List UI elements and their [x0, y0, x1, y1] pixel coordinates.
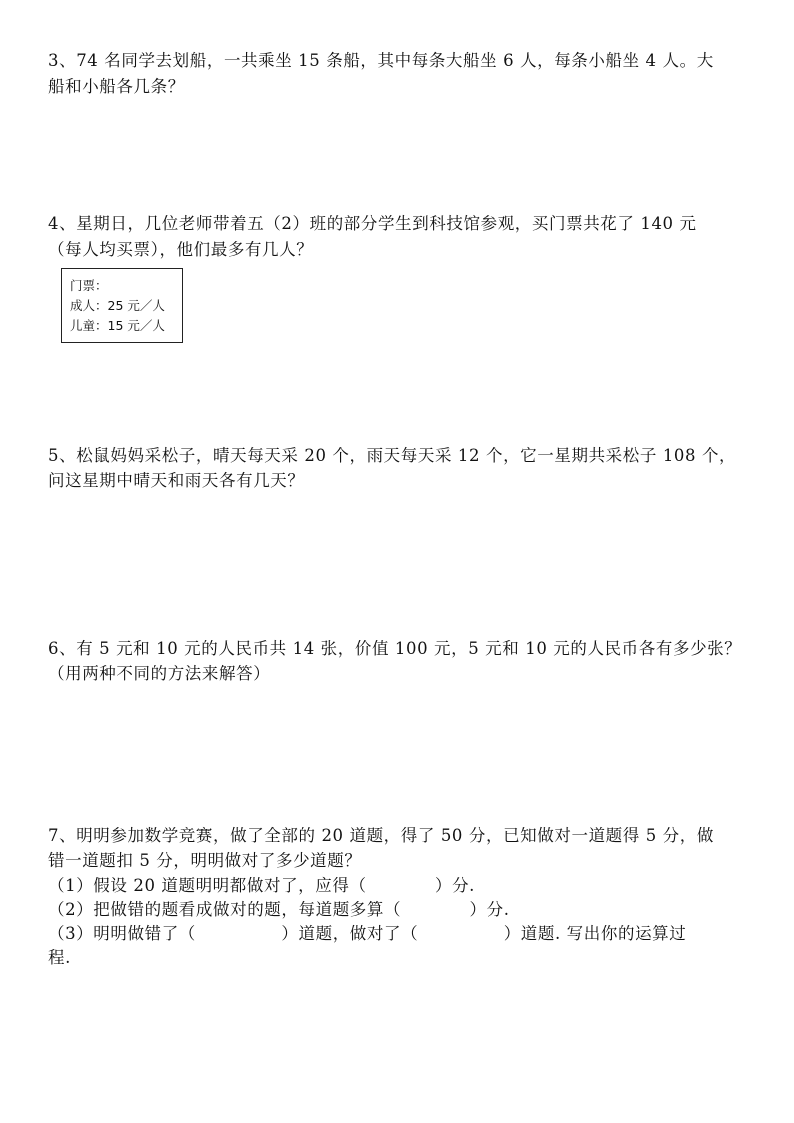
- question-7-line-2: 错一道题扣 5 分，明明做对了多少道题？: [48, 851, 362, 870]
- question-7-line-1: 7、明明参加数学竞赛，做了全部的 20 道题，得了 50 分，已知做对一道题得 5 分，做: [48, 826, 714, 845]
- question-7-sub-1: （1）假设 20 道题明明都做对了，应得（ ）分.: [48, 876, 476, 895]
- ticket-title: 门票：: [70, 278, 108, 293]
- question-6-line-1: 6、有 5 元和 10 元的人民币共 14 张，价值 100 元，5 元和 10 元的人民币各有多少张？: [48, 639, 742, 658]
- ticket-price-box: [61, 268, 183, 343]
- question-3-line-2: 船和小船各几条？: [48, 77, 185, 96]
- question-7-sub-2: （2）把做错的题看成做对的题，每道题多算（ ）分.: [48, 900, 510, 919]
- ticket-child-price: 儿童：15 元／人: [70, 318, 165, 333]
- question-7-sub-3-cont: 程.: [48, 948, 71, 967]
- question-4-line-1: 4、星期日，几位老师带着五（2）班的部分学生到科技馆参观，买门票共花了 140 元: [48, 214, 697, 233]
- question-7-sub-3: （3）明明做错了（ ）道题，做对了（ ）道题. 写出你的运算过: [48, 924, 687, 943]
- question-3-line-1: 3、74 名同学去划船，一共乘坐 15 条船，其中每条大船坐 6 人，每条小船坐 4 人。大: [48, 51, 714, 70]
- ticket-adult-price: 成人：25 元／人: [70, 298, 165, 313]
- question-5-line-1: 5、松鼠妈妈采松子，晴天每天采 20 个，雨天每天采 12 个，它一星期共采松子 108 个，: [48, 446, 737, 465]
- question-4-line-2: （每人均买票），他们最多有几人？: [48, 240, 314, 259]
- question-5-line-2: 问这星期中晴天和雨天各有几天？: [48, 471, 305, 490]
- question-6-line-2: （用两种不同的方法来解答）: [48, 664, 271, 683]
